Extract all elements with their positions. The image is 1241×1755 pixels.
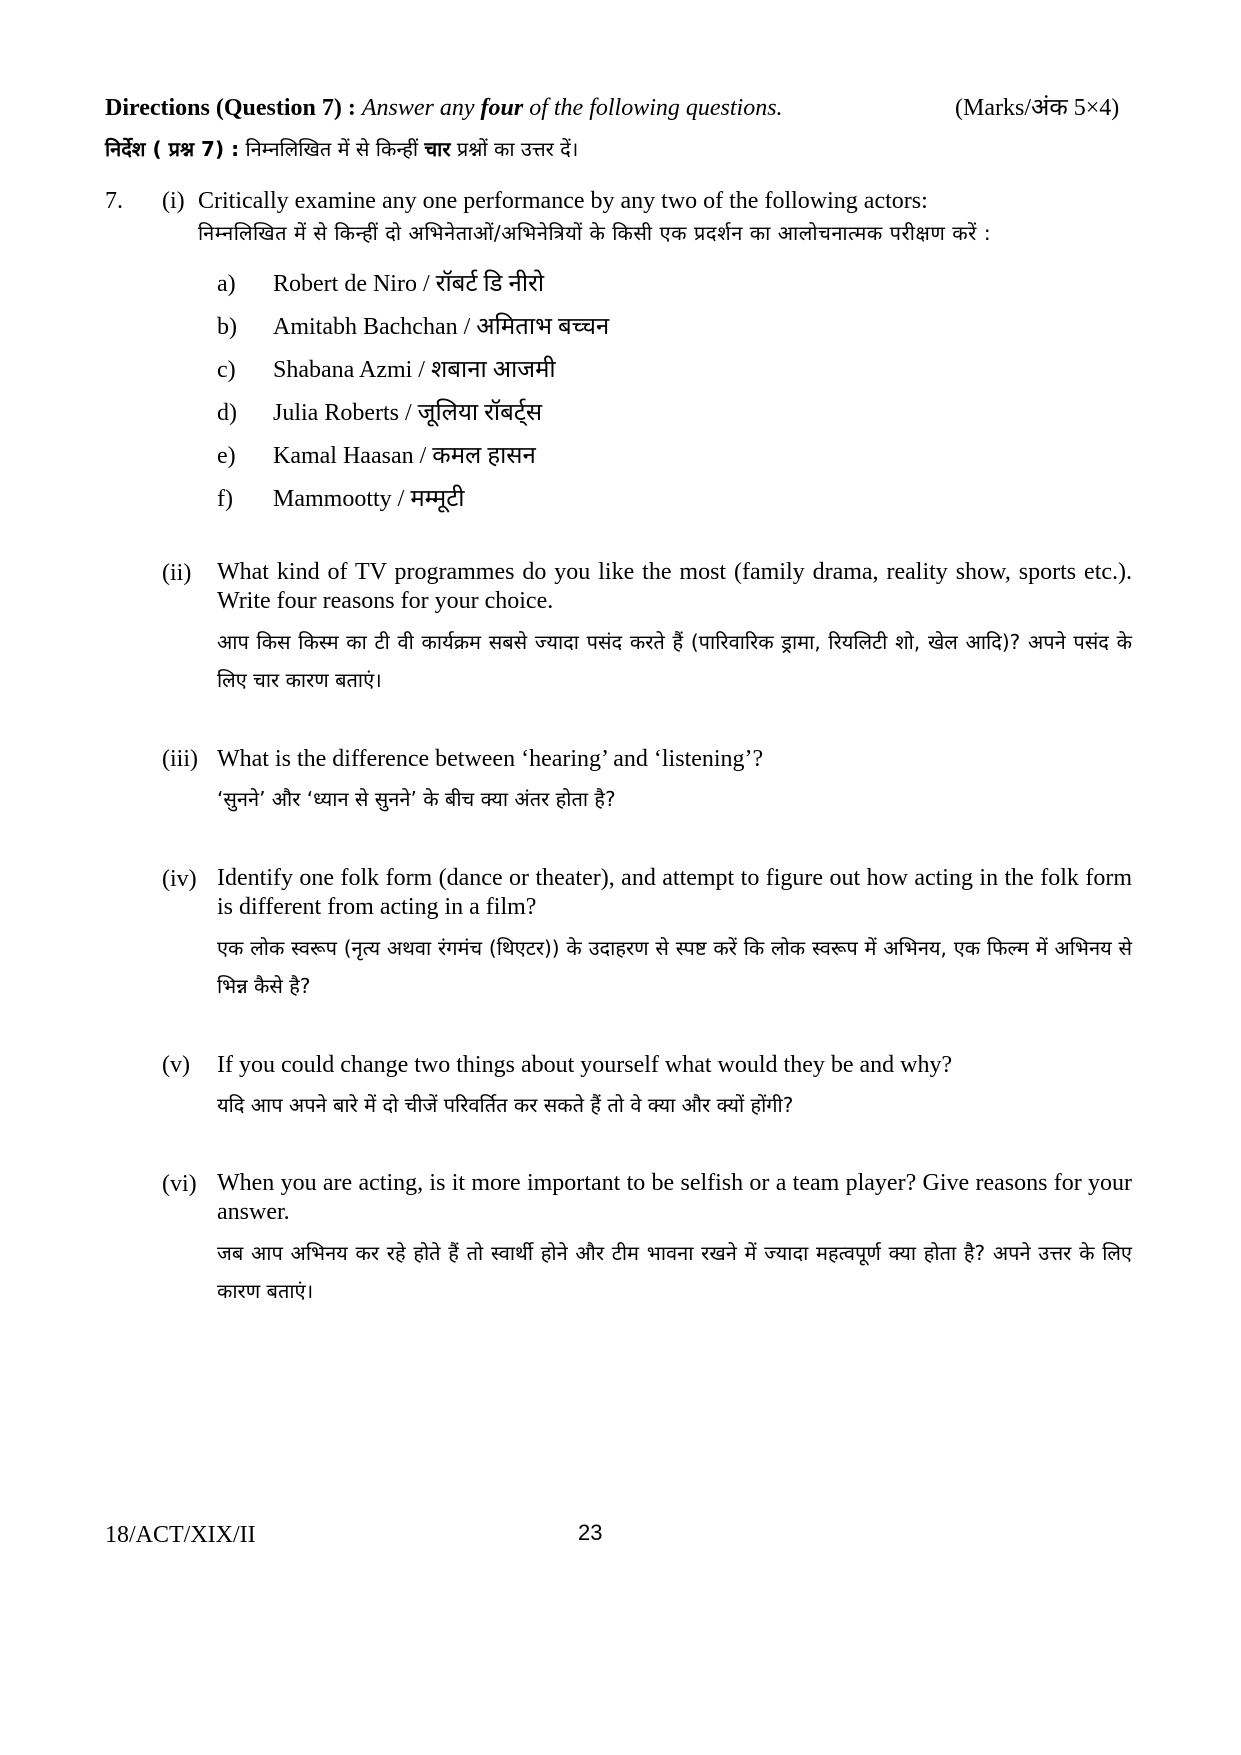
page-number: 23: [578, 1520, 603, 1545]
part-iii-label: (iii): [162, 746, 198, 772]
directions-text-post: of the following questions.: [529, 95, 783, 121]
directions-hindi-label: निर्देश ( प्रश्न 7) :: [105, 137, 240, 161]
option-text: Shabana Azmi / शबाना आजमी: [273, 357, 556, 383]
part-v-english: If you could change two things about yourself what would they be and why?: [217, 1052, 953, 1078]
part-ii-hindi: आप किस किस्म का टी वी कार्यक्रम सबसे ज्यादा पसंद करते हैं (पारिवारिक ड्रामा, रियलिटी शो, खेल आदि)? अपने पसंद के लिए चार कारण बताएं।: [217, 630, 1132, 692]
marks-label: (Marks/अंक 5×4): [955, 95, 1120, 121]
part-v-hindi: यदि आप अपने बारे में दो चीजें परिवर्तित कर सकते हैं तो वे क्या और क्यों होंगी?: [217, 1093, 794, 1117]
directions-bold-word: four: [480, 95, 524, 121]
option-text: Amitabh Bachchan / अमिताभ बच्चन: [273, 314, 610, 340]
part-iv-hindi: एक लोक स्वरूप (नृत्य अथवा रंगमंच (थिएटर)) के उदाहरण से स्पष्ट करें कि लोक स्वरूप में अभिनय, एक फिल्म में अभिनय से भिन्न कैसे है?: [217, 936, 1132, 998]
directions-hindi-bold-word: चार: [424, 137, 451, 161]
option-letter: b): [217, 314, 237, 340]
option-letter: c): [217, 357, 236, 383]
part-i-hindi: निम्नलिखित में से किन्हीं दो अभिनेताओं/अभिनेत्रियों के किसी एक प्रदर्शन का आलोचनात्मक परीक्षण करें :: [198, 221, 992, 245]
part-i-label: (i): [162, 188, 185, 214]
part-i-english: Critically examine any one performance by any two of the following actors:: [198, 188, 928, 214]
option-letter: d): [217, 400, 237, 426]
option-text: Mammootty / मम्मूटी: [273, 486, 465, 512]
directions-hindi-post: प्रश्नों का उत्तर दें।: [456, 137, 579, 161]
part-iii-hindi: ‘सुनने’ और ‘ध्यान से सुनने’ के बीच क्या अंतर होता है?: [217, 787, 616, 811]
part-vi-hindi: जब आप अभिनय कर रहे होते हैं तो स्वार्थी होने और टीम भावना रखने में ज्यादा महत्वपूर्ण क्या होता है? अपने उत्तर के लिए कारण बताएं।: [217, 1241, 1132, 1303]
option-text: Kamal Haasan / कमल हासन: [273, 443, 536, 469]
part-iii-english: What is the difference between ‘hearing’ and ‘listening’?: [217, 746, 764, 772]
option-text: Julia Roberts / जूलिया रॉबर्ट्स: [273, 400, 543, 426]
directions-english: [105, 93, 783, 123]
option-letter: f): [217, 486, 233, 512]
option-letter: a): [217, 271, 236, 297]
part-ii-label: (ii): [162, 560, 192, 586]
part-iv-english: Identify one folk form (dance or theater), and attempt to figure out how acting in the folk form is different from acting in a film?: [217, 865, 1132, 920]
directions-text-pre: Answer any: [361, 95, 475, 121]
part-iv-label: (iv): [162, 866, 197, 892]
directions-label: Directions (Question 7) :: [105, 95, 356, 121]
directions-hindi-pre: निम्नलिखित में से किन्हीं: [245, 137, 419, 161]
directions-hindi: [105, 134, 578, 164]
part-vi-label: (vi): [162, 1171, 197, 1197]
part-vi-english: When you are acting, is it more important to be selfish or a team player? Give reasons for your answer.: [217, 1170, 1132, 1225]
part-ii-english: What kind of TV programmes do you like the most (family drama, reality show, sports etc.). Write four reasons for your choice.: [217, 559, 1132, 614]
part-v-label: (v): [162, 1052, 190, 1078]
option-text: Robert de Niro / रॉबर्ट डि नीरो: [273, 271, 545, 297]
paper-code: 18/ACT/XIX/II: [105, 1522, 256, 1548]
question-number: 7.: [105, 188, 123, 214]
option-letter: e): [217, 443, 236, 469]
